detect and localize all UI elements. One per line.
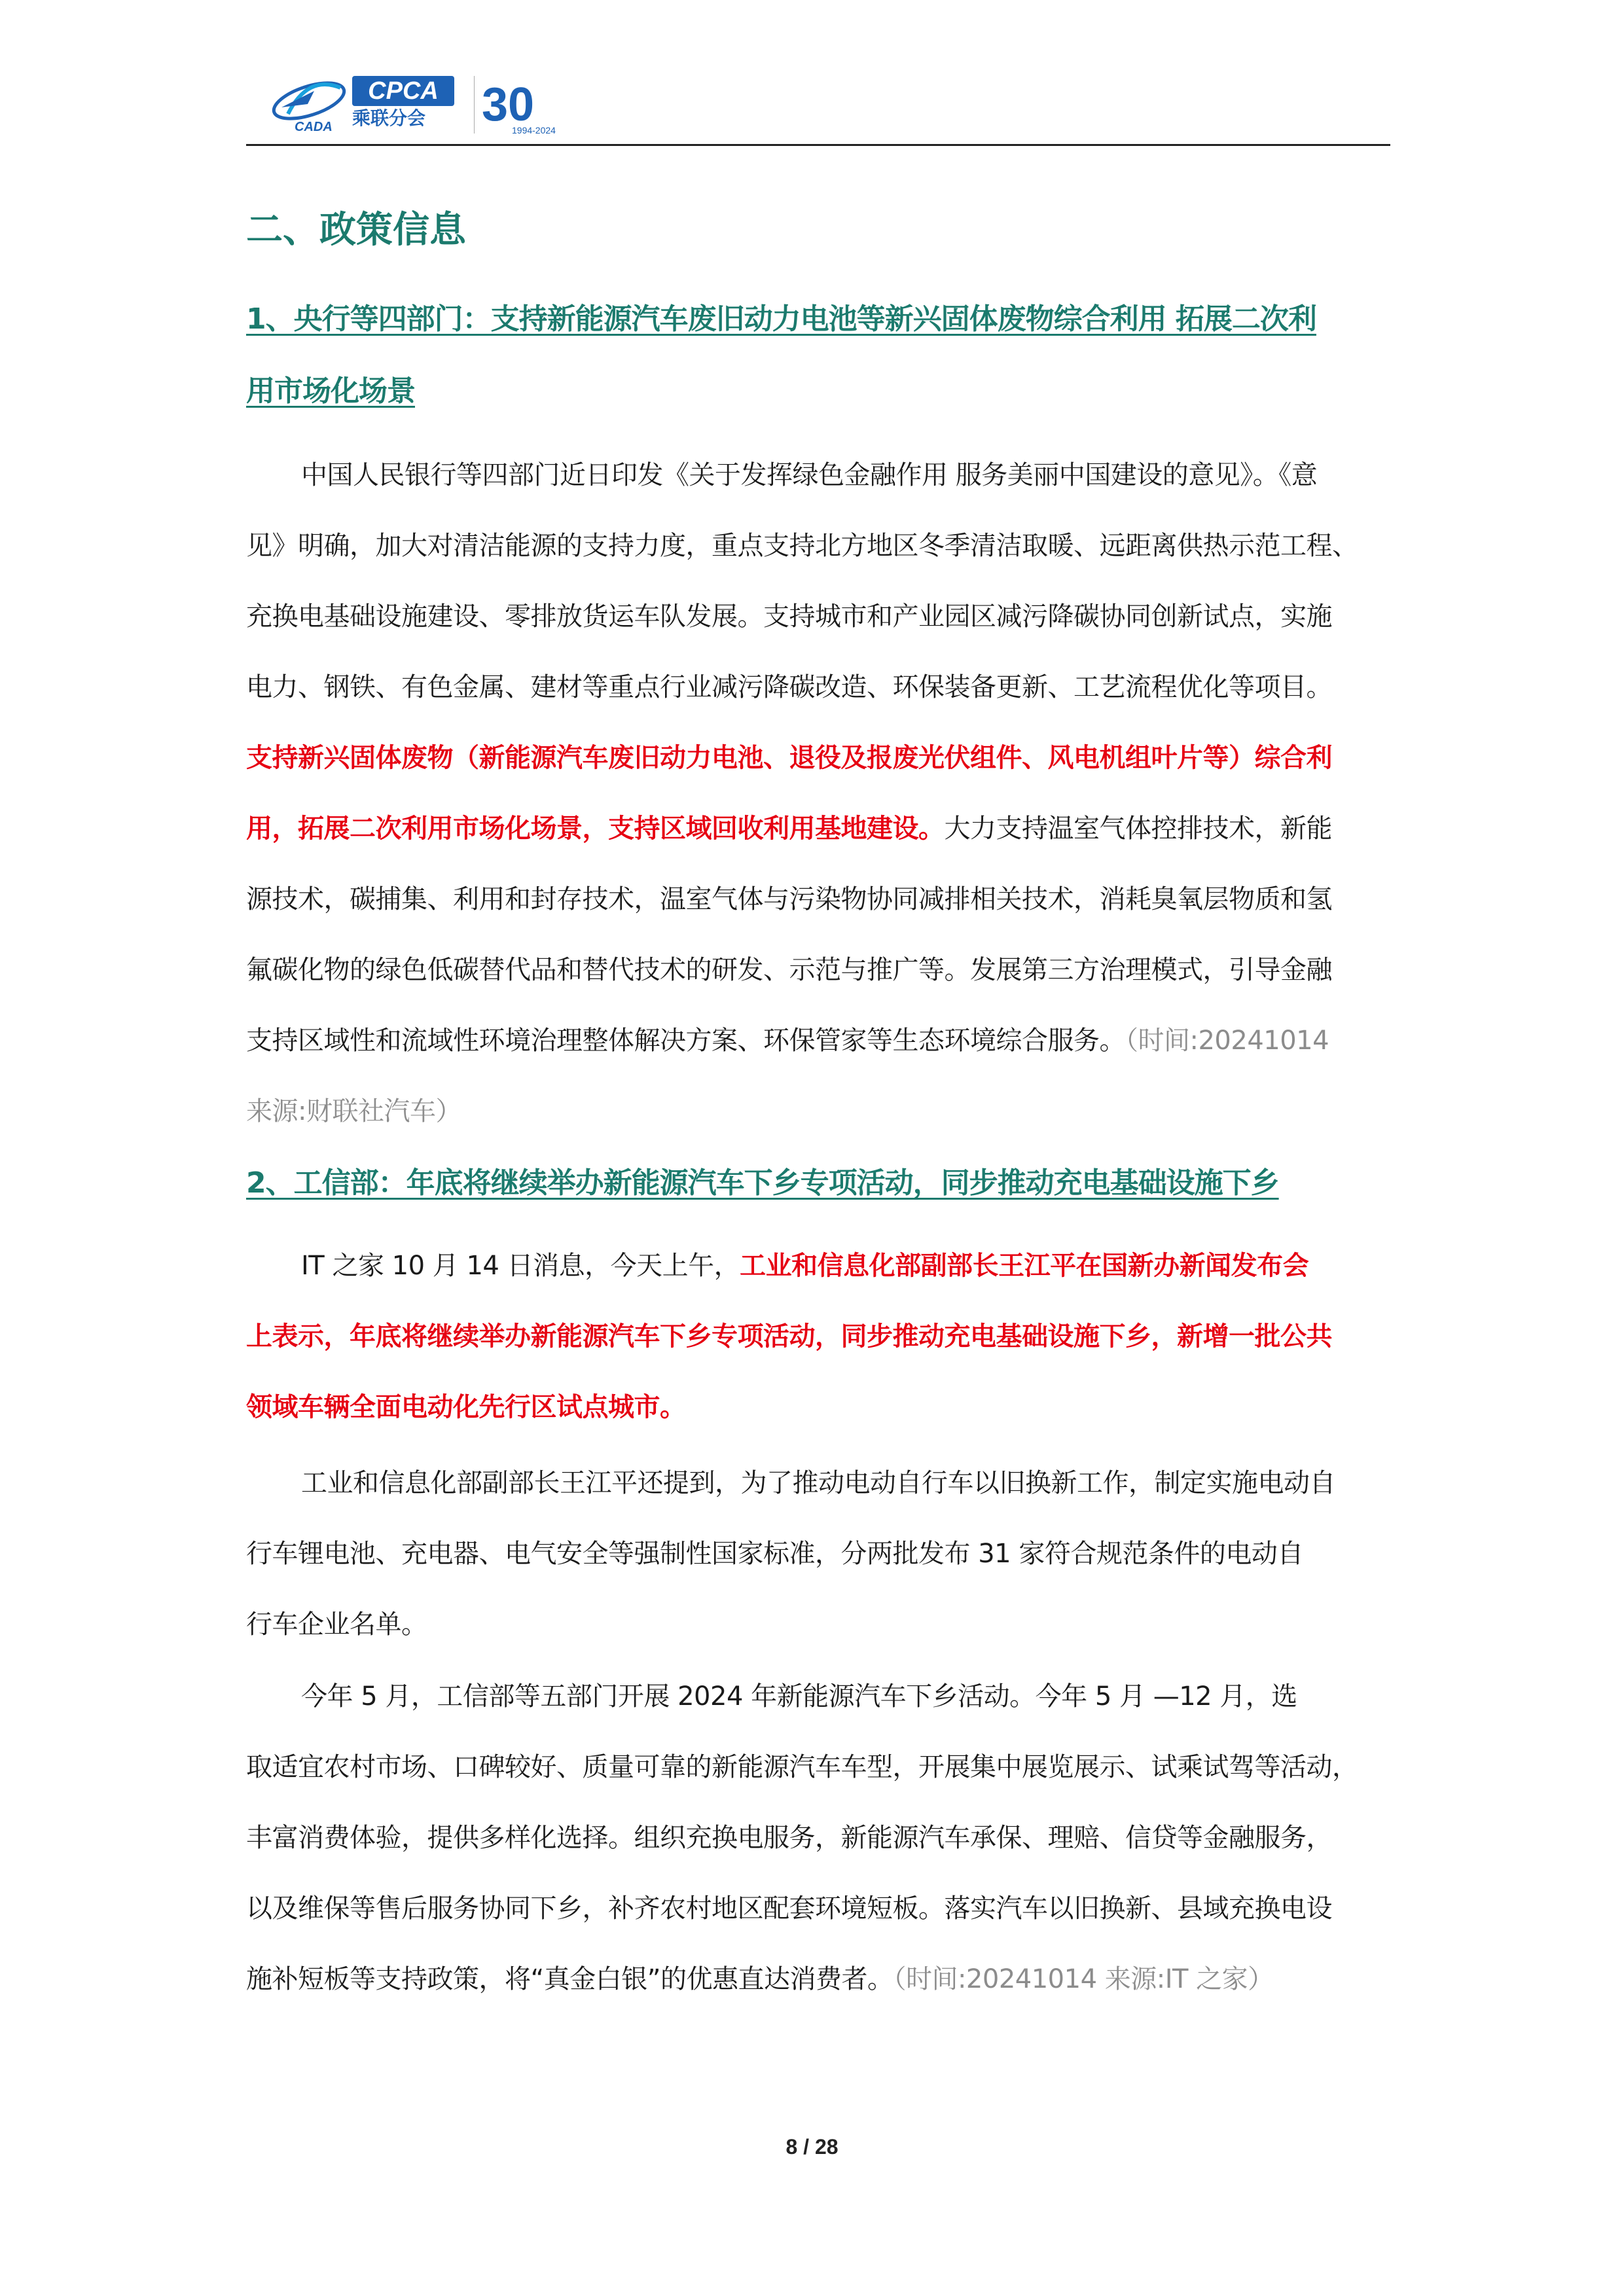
body-line: 电力、钢铁、有色金属、建材等重点行业减污降碳改造、环保装备更新、工艺流程优化等项目。 [246, 672, 1332, 702]
cada-emblem-icon [268, 68, 353, 134]
article-2-paragraph-2 [246, 1448, 1385, 1660]
article-1-title-line-1: 1、央行等四部门：支持新能源汽车废旧动力电池等新兴固体废物综合利用 拓展二次利 [246, 302, 1316, 336]
page-number: 8 / 28 [785, 2135, 839, 2159]
body-line: 大力支持温室气体控排技术，新能 [944, 814, 1332, 844]
highlight-line: 用，拓展二次利用市场化场景，支持区域回收利用基地建设。 [246, 814, 945, 844]
highlight-line: 领域车辆全面电动化先行区试点城市。 [246, 1392, 686, 1422]
svg-text:1994-2024: 1994-2024 [512, 125, 556, 135]
cpca-logo [268, 68, 556, 136]
highlight-line: 支持新兴固体废物（新能源汽车废旧动力电池、退役及报废光伏组件、风电机组叶片等）综合利 [246, 743, 1332, 773]
section-title: 二、政策信息 [246, 209, 466, 251]
body-line: 源技术，碳捕集、利用和封存技术，温室气体与污染物协同减排相关技术，消耗臭氧层物质和氢 [246, 884, 1332, 914]
article-1-body [246, 440, 1385, 1147]
body-line: 行车锂电池、充电器、电气安全等强制性国家标准，分两批发布 31 家符合规范条件的电动自 [246, 1539, 1303, 1569]
source-note: （时间:20241014 来源:IT 之家） [893, 1964, 1274, 1994]
body-line: 施补短板等支持政策，将“真金白银”的优惠直达消费者。 [246, 1964, 893, 1994]
svg-text:30: 30 [482, 79, 535, 131]
body-line: 充换电基础设施建设、零排放货运车队发展。支持城市和产业园区减污降碳协同创新试点，实施 [246, 601, 1332, 632]
body-line: 行车企业名单。 [246, 1609, 427, 1640]
body-line: 工业和信息化部副部长王江平还提到，为了推动电动自行车以旧换新工作，制定实施电动自 [301, 1468, 1335, 1498]
body-line: 以及维保等售后服务协同下乡，补齐农村地区配套环境短板。落实汽车以旧换新、县域充换电设 [246, 1893, 1332, 1924]
body-line: 支持区域性和流域性环境治理整体解决方案、环保管家等生态环境综合服务。 [246, 1026, 1125, 1056]
page-header [246, 63, 1385, 144]
cpca-lettering: CPCA [352, 76, 454, 106]
source-note: 来源:财联社汽车） [246, 1096, 461, 1126]
article-2-title: 2、工信部：年底将继续举办新能源汽车下乡专项活动，同步推动充电基础设施下乡 [246, 1166, 1279, 1200]
body-line: 今年 5 月，工信部等五部门开展 2024 年新能源汽车下乡活动。今年 5 月 —12 月，选 [301, 1681, 1297, 1712]
header-divider [246, 144, 1390, 146]
body-line: IT 之家 10 月 14 日消息，今天上午， [301, 1251, 740, 1281]
highlight-line: 工业和信息化部副部长王江平在国新办新闻发布会 [740, 1251, 1309, 1281]
body-line: 取适宜农村市场、口碑较好、质量可靠的新能源汽车车型，开展集中展览展示、试乘试驾等活动， [246, 1752, 1358, 1782]
body-line: 氟碳化物的绿色低碳替代品和替代技术的研发、示范与推广等。发展第三方治理模式，引导金融 [246, 955, 1332, 985]
svg-text:CADA: CADA [295, 120, 333, 134]
body-line: 中国人民银行等四部门近日印发《关于发挥绿色金融作用 服务美丽中国建设的意见》。《意 [301, 460, 1318, 490]
article-2-paragraph-3 [246, 1661, 1385, 2015]
body-line: 丰富消费体验，提供多样化选择。组织充换电服务，新能源汽车承保、理赔、信贷等金融服务， [246, 1823, 1332, 1853]
anniversary-30-icon [474, 73, 566, 136]
article-1-title-line-2: 用市场化场景 [246, 374, 415, 408]
article-2-body [246, 1230, 1385, 1443]
source-note: （时间:20241014 [1125, 1026, 1329, 1056]
highlight-line: 上表示，年底将继续举办新能源汽车下乡专项活动，同步推动充电基础设施下乡，新增一批公共 [246, 1321, 1332, 1352]
body-line: 见》明确，加大对清洁能源的支持力度，重点支持北方地区冬季清洁取暖、远距离供热示范工程、 [246, 531, 1358, 561]
cpca-chinese-name: 乘联分会 [352, 107, 426, 129]
